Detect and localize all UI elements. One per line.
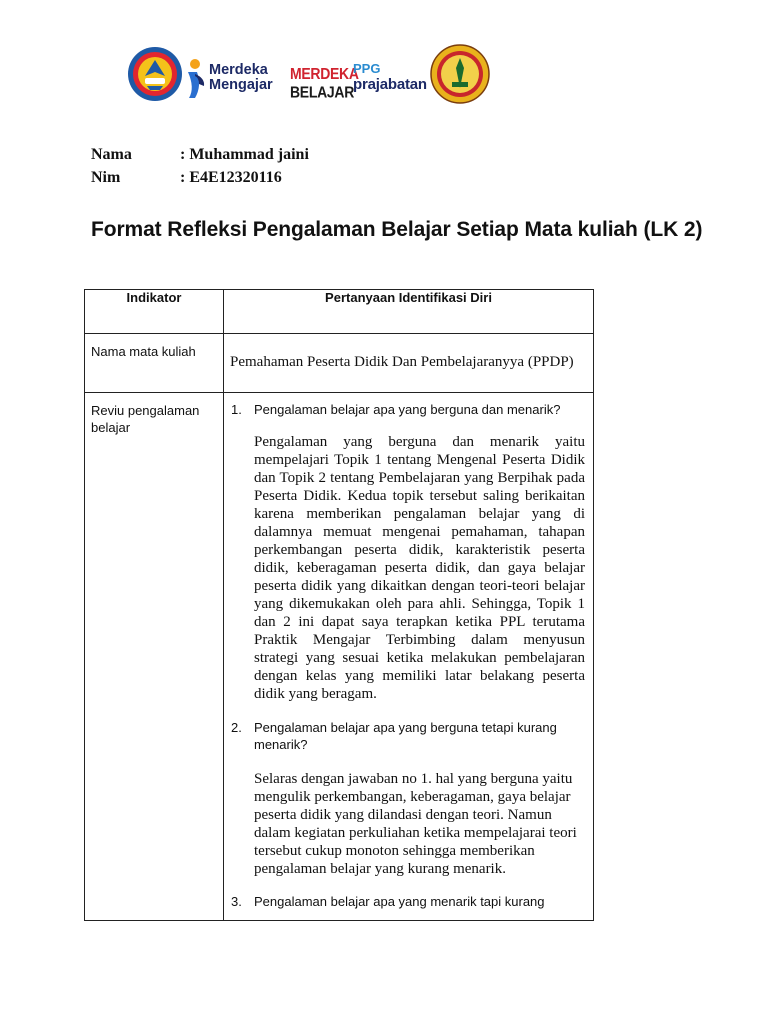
course-label: Nama mata kuliah — [91, 344, 196, 359]
name-value: : Muhammad jaini — [180, 146, 309, 163]
merdeka-belajar-line1: MERDEKA — [290, 64, 359, 83]
ppg-prajabatan-logo — [353, 62, 433, 93]
university-seal-icon — [430, 44, 490, 104]
merdeka-belajar-logo — [290, 64, 359, 101]
merdeka-mengajar-mark-icon — [185, 58, 207, 100]
header-indikator: Indikator — [85, 290, 224, 334]
nim-value: : E4E12320116 — [180, 169, 282, 186]
merdeka-belajar-line2: BELAJAR — [290, 82, 355, 101]
review-label: Reviu pengalaman belajar — [91, 403, 200, 435]
review-content — [224, 393, 593, 920]
merdeka-mengajar-line2: Mengajar — [209, 77, 273, 93]
question-1 — [231, 401, 587, 418]
question-text: Pengalaman belajar apa yang berguna dan menarik? — [254, 402, 561, 417]
tut-wuri-handayani-logo-icon — [127, 46, 183, 102]
table-row — [85, 334, 594, 393]
nim-row — [91, 166, 309, 189]
name-row — [91, 143, 309, 166]
question-number: 2. — [231, 720, 242, 735]
merdeka-mengajar-line1: Merdeka — [209, 62, 268, 78]
name-label: Nama — [91, 146, 132, 163]
document-title: Format Refleksi Pengalaman Belajar Setiap Mata kuliah (LK 2) — [91, 218, 703, 241]
header-pertanyaan: Pertanyaan Identifikasi Diri — [224, 290, 594, 334]
ppg-line2: prajabatan — [353, 76, 427, 93]
table-row — [85, 393, 594, 921]
answer-2: Selaras dengan jawaban no 1. hal yang berguna yaitu mengulik perkembangan, keberagaman, gaya belajar peserta didik yang dilandasi dengan teori. Namun dalam kegiatan perkuliahan ketika mempelajarai teori tersebut cukup monoton sehingga memberikan pengalaman belajar yang kurang menarik. — [254, 771, 577, 877]
logo-row — [125, 42, 460, 106]
question-number: 1. — [231, 402, 242, 417]
question-3 — [231, 893, 587, 910]
question-text: Pengalaman belajar apa yang berguna tetapi kurang menarik? — [254, 720, 557, 752]
question-number: 3. — [231, 894, 242, 909]
table-header-row — [85, 290, 594, 334]
reflection-table — [84, 289, 594, 921]
merdeka-mengajar-logo — [185, 56, 285, 100]
course-value: Pemahaman Peserta Didik Dan Pembelajaranyya (PPDP) — [230, 354, 574, 370]
nim-label: Nim — [91, 169, 121, 186]
ppg-line1: PPG — [353, 61, 381, 76]
student-identity — [91, 143, 309, 189]
answer-1: Pengalaman yang berguna dan menarik yaitu mempelajari Topik 1 tentang Mengenal Peserta Didik dan Topik 2 tentang Pembelajaran yang Berpihak pada Peserta Didik. Kedua topik tersebut saling berikaitan karena memberikan pengalaman belajar yang di dalamnya memuat mengenai pemahaman, tahapan perkembangan peserta didik, karakteristik peserta didik, keberagaman peserta didik, dan gaya belajar peserta didik yang dikaitkan dengan teori-teori belajar yang dikemukakan oleh para ahli. Sehingga, Topik 1 dan 2 ini dapat saya terapkan ketika PPL terutama Praktik Mengajar Terbimbing dalam menyusun strategi yang sesuai ketika melakukan pembelajaran dengan kelas yang memiliki latar belakang peserta didik yang beragam. — [254, 434, 585, 702]
question-2 — [231, 719, 587, 753]
question-text: Pengalaman belajar apa yang menarik tapi kurang — [254, 894, 545, 909]
